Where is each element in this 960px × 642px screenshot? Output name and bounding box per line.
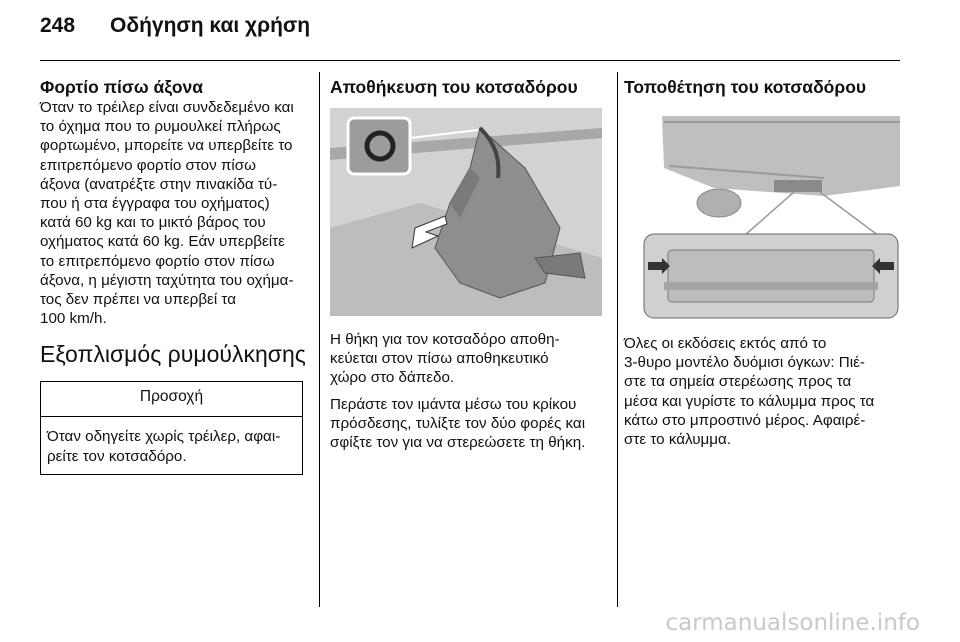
text-line: άξονα, η μέγιστη ταχύτητα του οχήμα- [40,271,294,289]
text-line: πρόσδεσης, τυλίξτε τον δύο φορές και [330,414,586,432]
tow-bar-mounting-heading: Τοποθέτηση του κοτσαδόρου [624,77,867,97]
rear-axle-load-text [40,98,306,328]
bumper-cover-illustration [624,108,900,320]
towing-equipment-heading: Εξοπλισμός ρυμούλκησης [40,341,306,368]
text-line: κατά 60 kg και το μικτό βάρος του [40,214,266,232]
text-line: άξονα (ανατρέξτε στην πινακίδα τύ- [40,175,278,193]
rear-axle-load-heading: Φορτίο πίσω άξονα [40,77,204,97]
text-line: στε τα σημεία στερέωσης προς τα [624,373,852,391]
mounting-text [624,334,910,449]
text-line: χώρο στο δάπεδο. [330,369,455,387]
text-line: μέσα και γυρίστε το κάλυμμα προς τα [624,392,875,410]
storage-text-1 [330,330,603,388]
text-line: 3-θυρο μοντέλο δυόμισι όγκων: Πιέ- [624,354,865,372]
column-3 [624,76,910,449]
tow-bar-storage-heading: Αποθήκευση του κοτσαδόρου [330,77,578,97]
text-line: κεύεται στον πίσω αποθηκευτικό [330,350,549,368]
column-divider [319,72,320,607]
text-line: 100 km/h. [40,310,107,328]
text-line: Όλες οι εκδόσεις εκτός από το [624,335,827,352]
watermark: carmanualsonline.info [665,610,920,636]
text-line: σφίξτε τον για να στερεώσετε τη θήκη. [330,434,586,452]
page-number: 248 [40,14,76,37]
header-rule [40,60,900,61]
text-line: φορτωμένο, μπορείτε να υπερβείτε το [40,137,293,155]
text-line: το όχημα που το ρυμουλκεί πλήρως [40,118,281,136]
text-line: επιτρεπόμενο φορτίο στον πίσω [40,156,256,174]
section-title: Οδήγηση και χρήση [110,14,311,37]
column-divider [617,72,618,607]
caution-box [40,381,303,474]
text-line: οχήματος κατά 60 kg. Εάν υπερβείτε [40,233,285,251]
text-line: που ή στα έγγραφα του οχήματος) [40,195,270,213]
text-line: Όταν οδηγείτε χωρίς τρέιλερ, αφαι- [47,428,281,446]
text-line: στε το κάλυμμα. [624,431,732,449]
storage-text-2 [330,395,603,453]
text-line: τος δεν πρέπει να υπερβεί τα [40,291,236,309]
column-2 [330,76,603,452]
tow-bar-bag-illustration [330,108,602,316]
text-line: ρείτε τον κοτσαδόρο. [47,447,187,465]
text-line: Περάστε τον ιμάντα μέσω του κρίκου [330,395,577,413]
text-line: Όταν το τρέιλερ είναι συνδεδεμένο και [40,99,294,116]
text-line: Η θήκη για τον κοτσαδόρο αποθη- [330,331,560,348]
page-header [40,10,900,60]
caution-text [41,417,302,473]
text-line: κάτω στο μπροστινό μέρος. Αφαιρέ- [624,411,866,429]
column-1 [40,76,306,475]
text-line: το επιτρεπόμενο φορτίο στον πίσω [40,252,275,270]
caution-title: Προσοχή [41,382,302,417]
